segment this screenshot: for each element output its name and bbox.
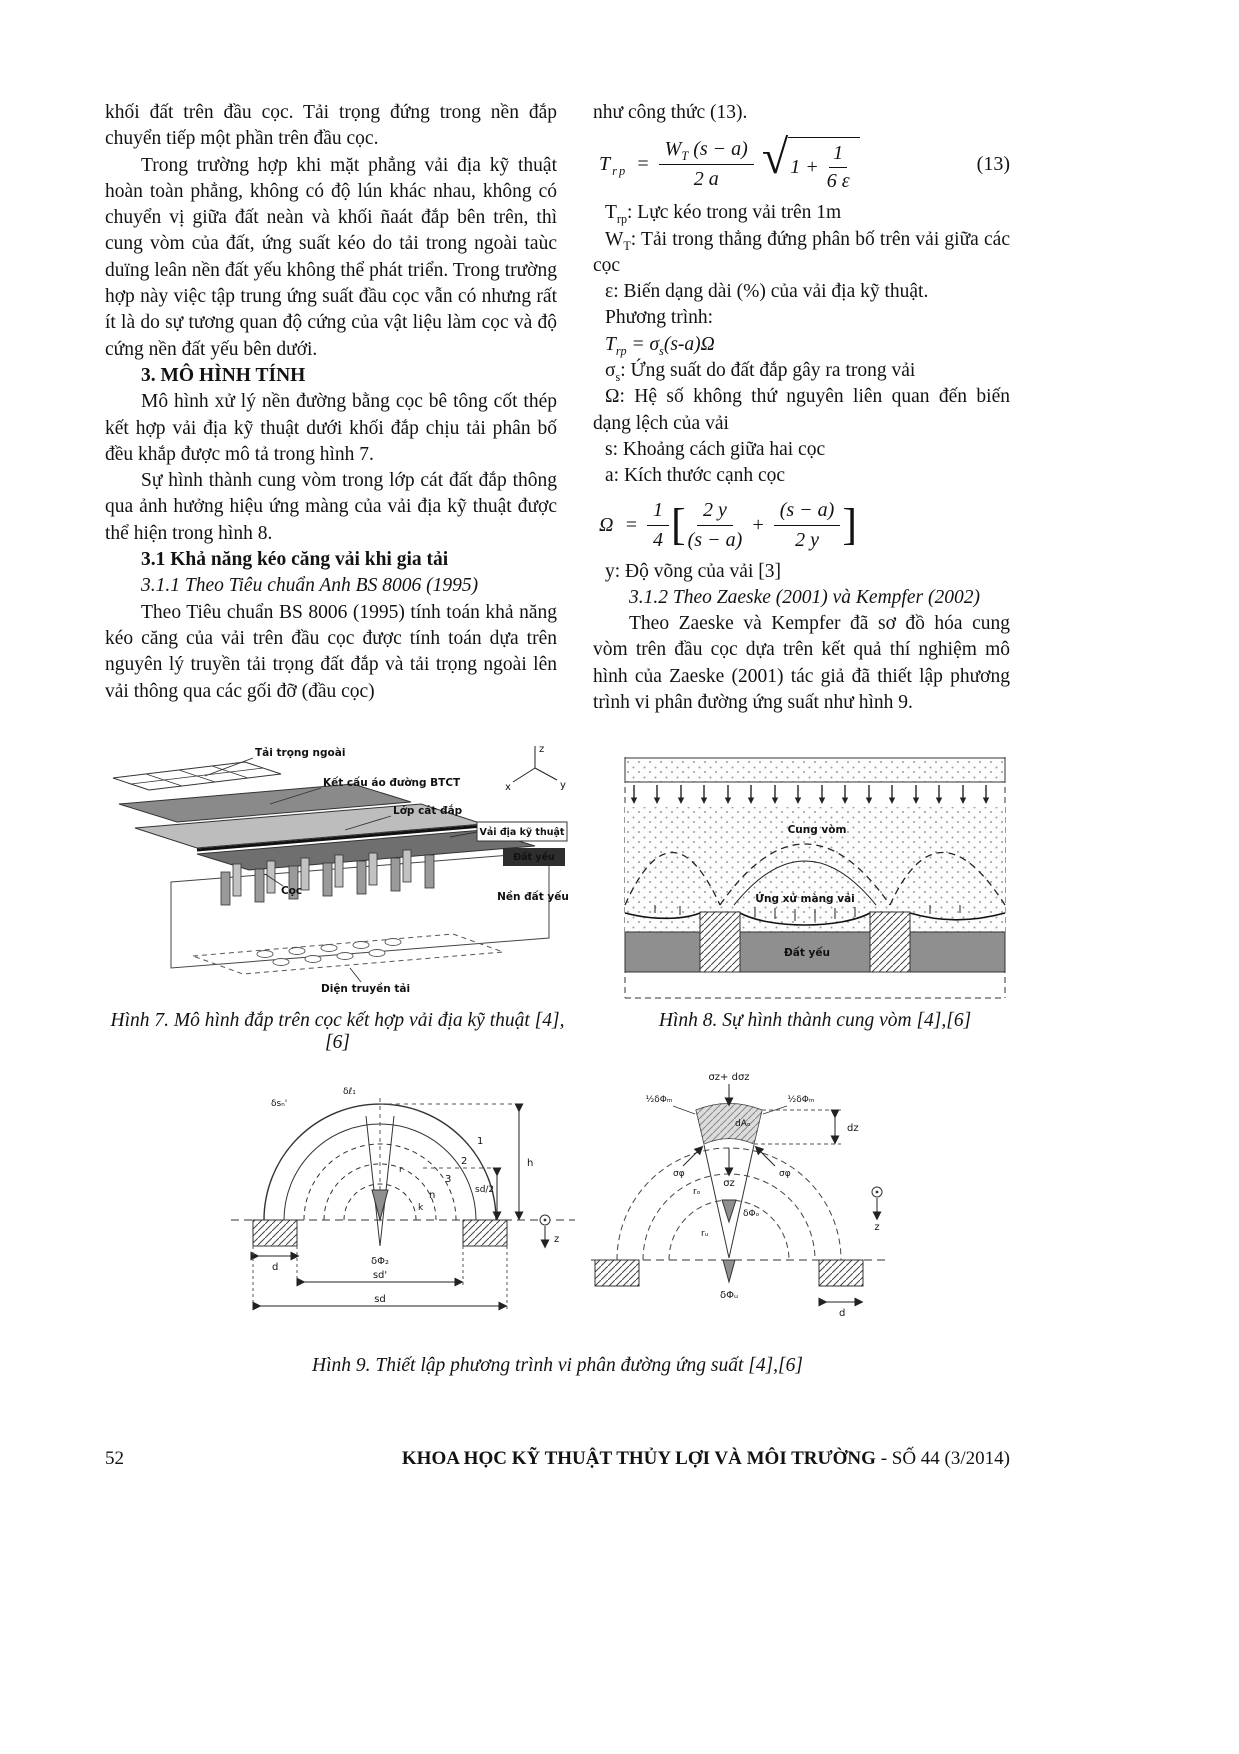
right-column: [593, 100, 1010, 716]
fig7-label-transfer-area: Diện truyền tải: [321, 983, 411, 996]
shaded-wedge: [372, 1190, 388, 1220]
eq13-sqrt: √ 1 + $\frac{1}{6 \varepsilon}$: [762, 135, 860, 193]
r-label: r: [398, 1165, 403, 1176]
sigma-phi-right-label: σφ: [778, 1169, 791, 1180]
fig9-right-diagram: [591, 1072, 885, 1319]
omega-term1: $\frac{2 y}{(s - a)}$: [687, 498, 743, 551]
text-columns: [105, 100, 1010, 716]
page-number: 52: [105, 1448, 124, 1469]
fig7-label-geotextile: Vải địa kỹ thuật: [479, 827, 565, 839]
axis-y-label: y: [560, 780, 566, 792]
d-dimension-label: d: [838, 1308, 845, 1320]
omega-quarter: $\frac{1}{4}$: [647, 499, 669, 552]
arc-2-label: 2: [460, 1156, 467, 1168]
paragraph: Sự hình thành cung vòm trong lớp cát đất đắp thông qua ảnh hưởng hiệu ứng màng của vải địa kỹ thuật được thể hiện trong hình 8.: [105, 470, 557, 544]
dA-label: dAₒ: [734, 1119, 751, 1130]
delta-phi-o-label: δΦₒ: [742, 1209, 759, 1220]
definition-omega: Ω: Hệ số không thứ nguyên liên quan đến biến dạng lệch của vải: [593, 386, 1010, 434]
sd2-dimension-label: sd/2: [474, 1185, 494, 1196]
definition-wt: $W_T$: Tải trong thẳng đứng phân bố trên vải giữa các cọc: [593, 228, 1010, 276]
mid-wedge: [722, 1200, 736, 1222]
definition-a: a: Kích thước cạnh cọc: [605, 465, 786, 487]
equation-trp-inline: $T_{rp} = \sigma_s(s-a)\Omega$: [605, 333, 715, 358]
right-bracket: ]: [842, 500, 857, 550]
half-delta-phi-right: ½δΦₘ: [787, 1095, 814, 1106]
subsubsection-heading: 3.1.2 Theo Zaeske (2001) và Kempfer (2002): [629, 586, 980, 608]
arc-3-label: 3: [444, 1174, 451, 1186]
sd-prime-label: sd': [372, 1270, 387, 1282]
arc-n-label: n: [428, 1190, 435, 1202]
subsection-heading: 3.1 Khả năng kéo căng vải khi gia tải: [141, 549, 449, 571]
axis-z-label: z: [539, 744, 545, 756]
caption-row: [105, 1010, 1010, 1054]
omega-term2: $\frac{(s - a)}{2 y}$: [774, 499, 841, 552]
h-dimension-label: h: [526, 1158, 533, 1170]
definition-epsilon: ε: Biến dạng dài (%) của vải địa kỹ thuật.: [605, 281, 929, 303]
apex-wedge: [723, 1260, 735, 1282]
equation-number: (13): [976, 152, 1010, 175]
fig7-label-pile: Cọc: [281, 885, 303, 898]
equation-13: [599, 131, 1010, 193]
figure-8-caption: Hình 8. Sự hình thành cung vòm [4],[6]: [658, 1010, 972, 1032]
definition-y: y: Độ võng của vải [3]: [605, 560, 781, 582]
definition-trp: $T_{rp}$: Lực kéo trong vải trên 1m: [605, 202, 842, 227]
delta-l1-label: δℓ₁: [342, 1087, 356, 1098]
right-support: [819, 1260, 863, 1286]
paragraph: như công thức (13).: [593, 102, 748, 123]
arc-1-label: 1: [476, 1136, 483, 1148]
sd-label: sd: [373, 1294, 386, 1306]
figure-7: [105, 742, 570, 1000]
fig8-label-soft-soil: Đất yếu: [784, 947, 830, 960]
fig8-label-arch: Cung vòm: [787, 824, 847, 837]
left-support: [253, 1220, 297, 1246]
fig7-label-external-load: Tải trọng ngoài: [255, 747, 346, 760]
page-content: [105, 100, 1010, 1377]
journal-title: KHOA HỌC KỸ THUẬT THỦY LỢI VÀ MÔI TRƯỜNG - SỐ 44 (3/2014): [401, 1448, 1010, 1469]
eq13-lhs: $T_{rp}$: [599, 152, 628, 178]
subsubsection-heading: 3.1.1 Theo Tiêu chuẩn Anh BS 8006 (1995): [141, 575, 479, 597]
figure-row: [105, 742, 1010, 1000]
section-heading: 3. MÔ HÌNH TÍNH: [141, 364, 306, 386]
figure-7-caption: Hình 7. Mô hình đắp trên cọc kết hợp vải địa kỹ thuật [4],[6]: [110, 1010, 565, 1054]
definition-s: s: Khoảng cách giữa hai cọc: [605, 438, 826, 460]
z-axis-label: z: [873, 1222, 880, 1234]
delta-sn-label: δsₙ': [270, 1099, 287, 1110]
left-support: [595, 1260, 639, 1286]
equation-omega: Ω = $\frac{1}{4}$ [ $\frac{2 y}{(s - a)}$ + $\frac{(s - a)}{2 y}$ ]: [599, 498, 857, 551]
half-delta-phi-left: ½δΦₘ: [645, 1095, 672, 1106]
load-plate: [113, 762, 281, 790]
ro-label: rₒ: [692, 1187, 700, 1198]
k-label: k: [417, 1203, 423, 1214]
paragraph: Trong trường hợp khi mặt phẳng vải địa kỹ thuật hoàn toàn phẳng, không có độ lún khác nhau, không có chuyển vị giữa đất neàn và khối ñaát đắp bên trên, thì cung vòm của đất, ứng suất kéo do tải trong ngoài taùc duïng leân nền đất yếu không thể phát triển. Trong trường hợp này việc tập trung ứng suất đầu cọc vẫn có nhưng rất ít là do sự tương quan độ cứng của vật liệu làm cọc và độ cứng nền đất yếu bên dưới.: [105, 154, 557, 360]
right-support: [463, 1220, 507, 1246]
eq13-equals: =: [636, 152, 650, 175]
radical-sign: √: [761, 131, 789, 185]
left-column: [105, 100, 557, 716]
z-axis-label: z: [553, 1234, 559, 1246]
figure-9: [105, 1070, 1010, 1377]
fig7-label-soft-ground: Nền đất yếu: [497, 891, 569, 904]
definition-sigma: $\sigma_s$: Ứng suất do đất đắp gây ra trong vải: [605, 360, 916, 384]
sigma-z-label: σz: [722, 1178, 735, 1190]
sigma-phi-left-label: σφ: [672, 1169, 685, 1180]
surcharge-band: [625, 758, 1005, 782]
delta-phi2-label: δΦ₂: [370, 1256, 389, 1268]
paragraph: Theo Zaeske và Kempfer đã sơ đồ hóa cung vòm trên đầu cọc dựa trên kết quả thí nghiệm mô hình của Zaeske (2001) tác giả đã thiết lập phương trình vi phân đường ứng suất như hình 9.: [593, 613, 1010, 714]
fig7-label-sand: Lớp cát đắp: [393, 805, 463, 818]
left-bracket: [: [670, 500, 686, 550]
label-phuong-trinh: Phương trình:: [605, 307, 714, 329]
figure-8-diagram: [620, 755, 1010, 1000]
delta-phi-u-label: δΦᵤ: [719, 1290, 738, 1302]
paragraph: Theo Tiêu chuẩn BS 8006 (1995) tính toán khả năng kéo căng của vải trên đầu cọc được tính toán dựa trên nguyên lý truyền tải trọng đất đắp và tải trọng ngoài lên vải thông qua các gối đỡ (đầu cọc): [105, 601, 557, 702]
fig9-left-diagram: [231, 1087, 575, 1310]
figure-9-caption: Hình 9. Thiết lập phương trình vi phân đường ứng suất [4],[6]: [312, 1355, 803, 1377]
load-arrows: [631, 785, 989, 804]
fig7-label-soft-soil: Đất yếu: [513, 852, 555, 864]
d-dimension-label: d: [271, 1262, 278, 1274]
figure-9-diagram: [223, 1070, 893, 1345]
fig8-label-membrane: Ứng xử màng vải: [755, 893, 855, 906]
eq13-fraction: $\frac{W_T (s - a)}{2 a}$: [659, 138, 754, 191]
axis-x-label: x: [505, 782, 511, 794]
page-footer: [105, 1448, 1010, 1470]
fig7-label-pavement: Kết cấu áo đường BTCT: [323, 777, 461, 790]
figure-8: [620, 755, 1010, 1000]
dz-dimension-label: dz: [846, 1123, 859, 1135]
sigma-z-dz-label: σz+ dσz: [707, 1072, 750, 1084]
figure-7-diagram: [105, 742, 570, 1000]
paragraph: Mô hình xử lý nền đường bằng cọc bê tông cốt thép kết hợp vải địa kỹ thuật dưới khối đắp chịu tải phân bố đều khắp được mô tả trong hình 7.: [105, 391, 557, 465]
ru-label: rᵤ: [700, 1229, 708, 1240]
paragraph: khối đất trên đầu cọc. Tải trọng đứng trong nền đắp chuyển tiếp một phần trên đầu cọc.: [105, 102, 557, 150]
axis-triad: [513, 746, 557, 782]
